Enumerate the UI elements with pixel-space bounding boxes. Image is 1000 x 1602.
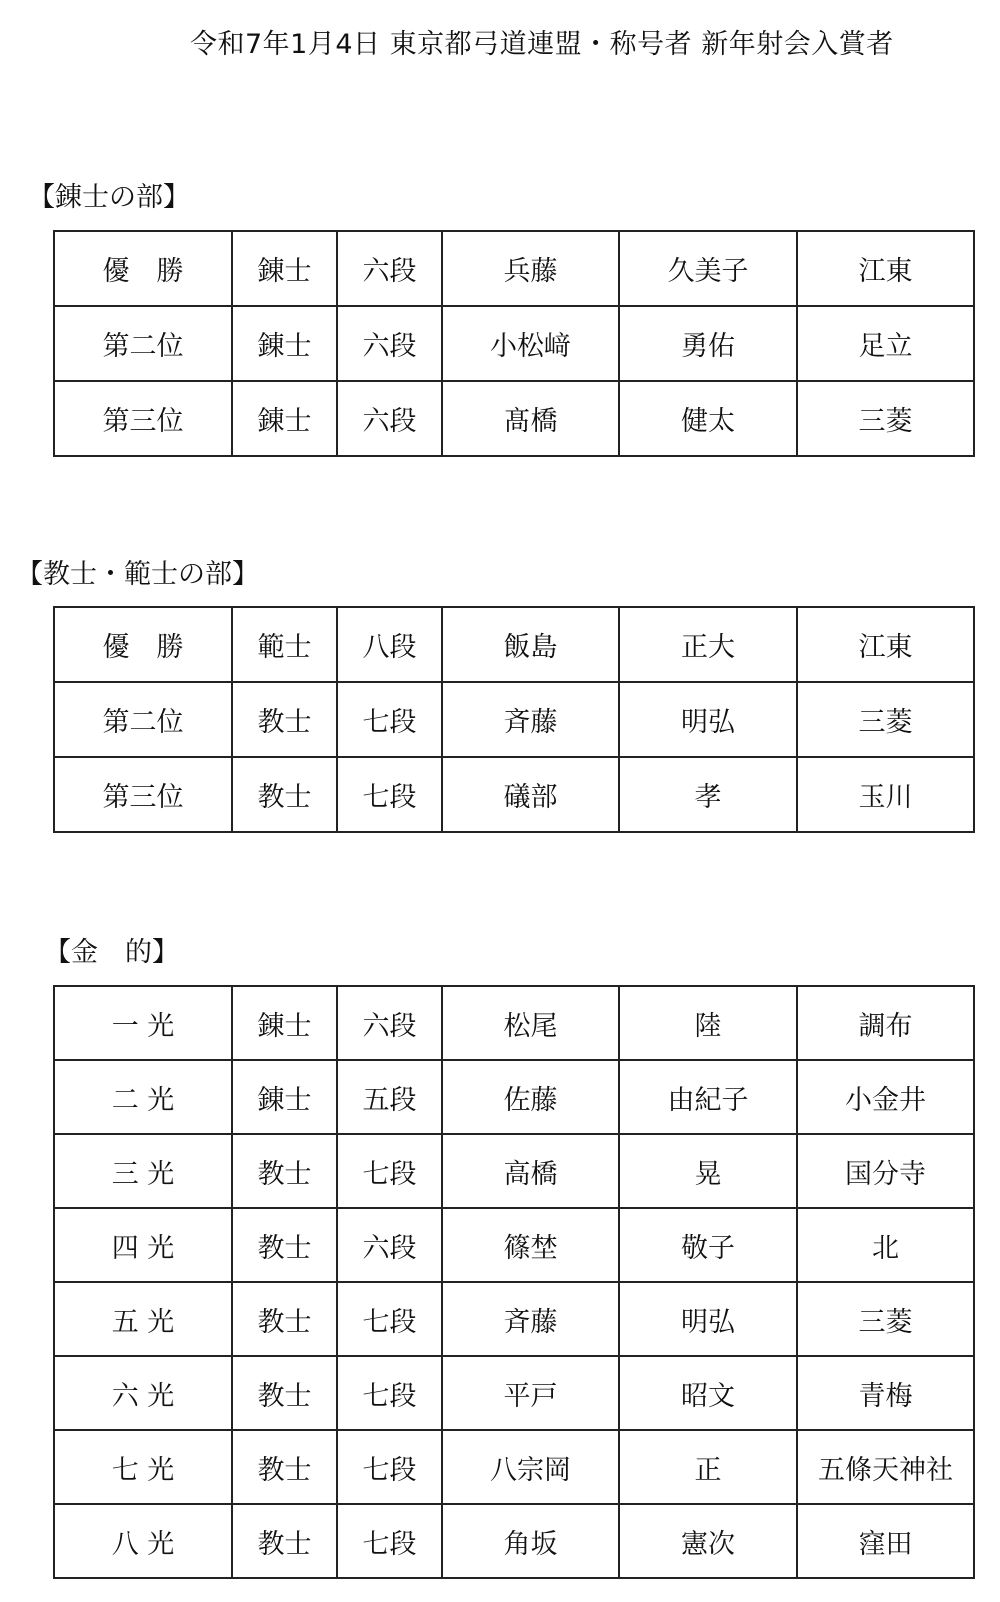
table-row — [54, 1208, 974, 1282]
section-heading-kinteki: 【金 的】 — [44, 937, 179, 968]
section-heading-kyoshi-hanshi: 【教士・範士の部】 — [16, 559, 259, 590]
given-name-cell: 正 — [619, 1430, 797, 1504]
family-name-cell: 平戸 — [442, 1356, 619, 1430]
table-row — [54, 1134, 974, 1208]
family-name-cell: 飯島 — [442, 607, 619, 682]
title-cell: 教士 — [232, 1504, 337, 1578]
table-row — [54, 1504, 974, 1578]
page-title: 令和7年1月4日 東京都弓道連盟・称号者 新年射会入賞者 — [190, 29, 894, 60]
branch-cell: 江東 — [797, 607, 974, 682]
table-row — [54, 306, 974, 381]
results-table-renshi — [53, 230, 975, 457]
title-cell: 教士 — [232, 1208, 337, 1282]
dan-cell: 五段 — [337, 1060, 442, 1134]
given-name-cell: 明弘 — [619, 682, 797, 757]
rank-cell: 四 光 — [54, 1208, 232, 1282]
branch-cell: 三菱 — [797, 381, 974, 456]
table-row — [54, 1430, 974, 1504]
dan-cell: 六段 — [337, 1208, 442, 1282]
dan-cell: 七段 — [337, 1504, 442, 1578]
table-row — [54, 1282, 974, 1356]
family-name-cell: 篠埜 — [442, 1208, 619, 1282]
title-cell: 錬士 — [232, 381, 337, 456]
dan-cell: 六段 — [337, 381, 442, 456]
given-name-cell: 晃 — [619, 1134, 797, 1208]
branch-cell: 玉川 — [797, 757, 974, 832]
rank-cell: 八 光 — [54, 1504, 232, 1578]
given-name-cell: 久美子 — [619, 231, 797, 306]
rank-cell: 第三位 — [54, 381, 232, 456]
given-name-cell: 憲次 — [619, 1504, 797, 1578]
rank-cell: 優 勝 — [54, 231, 232, 306]
table-row — [54, 1356, 974, 1430]
family-name-cell: 礒部 — [442, 757, 619, 832]
branch-cell: 北 — [797, 1208, 974, 1282]
table-row — [54, 231, 974, 306]
rank-cell: 七 光 — [54, 1430, 232, 1504]
family-name-cell: 小松﨑 — [442, 306, 619, 381]
title-cell: 範士 — [232, 607, 337, 682]
dan-cell: 七段 — [337, 1430, 442, 1504]
title-cell: 教士 — [232, 757, 337, 832]
dan-cell: 七段 — [337, 1282, 442, 1356]
given-name-cell: 正大 — [619, 607, 797, 682]
rank-cell: 三 光 — [54, 1134, 232, 1208]
table-row — [54, 381, 974, 456]
given-name-cell: 健太 — [619, 381, 797, 456]
given-name-cell: 明弘 — [619, 1282, 797, 1356]
title-cell: 教士 — [232, 1356, 337, 1430]
table-row — [54, 607, 974, 682]
family-name-cell: 高橋 — [442, 1134, 619, 1208]
dan-cell: 六段 — [337, 231, 442, 306]
title-cell: 錬士 — [232, 306, 337, 381]
given-name-cell: 孝 — [619, 757, 797, 832]
title-cell: 錬士 — [232, 1060, 337, 1134]
dan-cell: 七段 — [337, 757, 442, 832]
given-name-cell: 敬子 — [619, 1208, 797, 1282]
dan-cell: 六段 — [337, 986, 442, 1060]
title-cell: 教士 — [232, 1430, 337, 1504]
branch-cell: 窪田 — [797, 1504, 974, 1578]
title-cell: 錬士 — [232, 231, 337, 306]
family-name-cell: 松尾 — [442, 986, 619, 1060]
branch-cell: 調布 — [797, 986, 974, 1060]
rank-cell: 第三位 — [54, 757, 232, 832]
rank-cell: 一 光 — [54, 986, 232, 1060]
family-name-cell: 兵藤 — [442, 231, 619, 306]
table-row — [54, 1060, 974, 1134]
dan-cell: 七段 — [337, 1356, 442, 1430]
given-name-cell: 陸 — [619, 986, 797, 1060]
results-table-kyoshi-hanshi — [53, 606, 975, 833]
dan-cell: 八段 — [337, 607, 442, 682]
branch-cell: 江東 — [797, 231, 974, 306]
title-cell: 錬士 — [232, 986, 337, 1060]
rank-cell: 第二位 — [54, 306, 232, 381]
given-name-cell: 由紀子 — [619, 1060, 797, 1134]
given-name-cell: 昭文 — [619, 1356, 797, 1430]
rank-cell: 優 勝 — [54, 607, 232, 682]
title-cell: 教士 — [232, 1282, 337, 1356]
family-name-cell: 佐藤 — [442, 1060, 619, 1134]
table-row — [54, 757, 974, 832]
rank-cell: 二 光 — [54, 1060, 232, 1134]
family-name-cell: 斉藤 — [442, 682, 619, 757]
dan-cell: 七段 — [337, 682, 442, 757]
rank-cell: 六 光 — [54, 1356, 232, 1430]
branch-cell: 五條天神社 — [797, 1430, 974, 1504]
rank-cell: 第二位 — [54, 682, 232, 757]
family-name-cell: 角坂 — [442, 1504, 619, 1578]
family-name-cell: 斉藤 — [442, 1282, 619, 1356]
table-row — [54, 682, 974, 757]
dan-cell: 六段 — [337, 306, 442, 381]
branch-cell: 小金井 — [797, 1060, 974, 1134]
branch-cell: 足立 — [797, 306, 974, 381]
branch-cell: 国分寺 — [797, 1134, 974, 1208]
results-table-kinteki — [53, 985, 975, 1579]
given-name-cell: 勇佑 — [619, 306, 797, 381]
family-name-cell: 髙橋 — [442, 381, 619, 456]
table-row — [54, 986, 974, 1060]
branch-cell: 三菱 — [797, 1282, 974, 1356]
family-name-cell: 八宗岡 — [442, 1430, 619, 1504]
dan-cell: 七段 — [337, 1134, 442, 1208]
title-cell: 教士 — [232, 1134, 337, 1208]
rank-cell: 五 光 — [54, 1282, 232, 1356]
branch-cell: 青梅 — [797, 1356, 974, 1430]
branch-cell: 三菱 — [797, 682, 974, 757]
section-heading-renshi: 【錬士の部】 — [28, 182, 190, 213]
title-cell: 教士 — [232, 682, 337, 757]
